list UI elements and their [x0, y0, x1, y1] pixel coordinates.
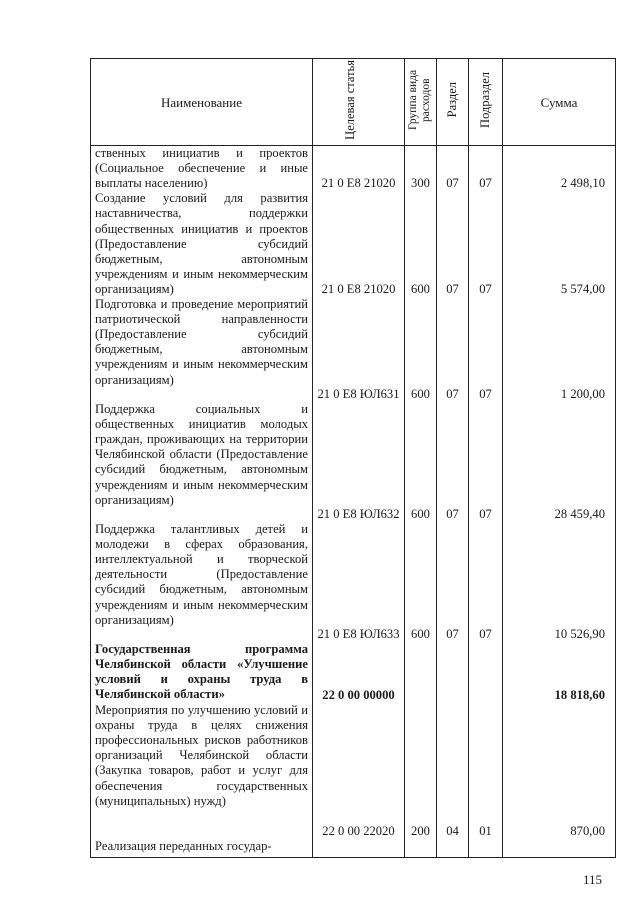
table-row	[91, 402, 616, 522]
row-section: 07	[437, 402, 469, 522]
row-subsection: 07	[469, 146, 503, 192]
row-section: 07	[437, 522, 469, 642]
row-sum: 10 526,90	[503, 522, 616, 642]
row-name: Реализация переданных государ-	[91, 839, 313, 858]
row-subsection: 07	[469, 522, 503, 642]
row-target	[313, 839, 405, 858]
row-subsection	[469, 642, 503, 703]
header-section: Раздел	[437, 59, 469, 146]
row-target: 21 0 Е8 ЮЛ632	[313, 402, 405, 522]
header-target: Целевая статья	[313, 59, 405, 146]
row-target: 21 0 Е8 ЮЛ631	[313, 297, 405, 402]
header-group: Группа вида расходов	[405, 59, 437, 146]
row-section: 07	[437, 146, 469, 192]
table-row	[91, 191, 616, 297]
row-subsection: 01	[469, 703, 503, 839]
row-section: 07	[437, 191, 469, 297]
table-header-row	[91, 59, 616, 146]
row-name: ственных инициатив и проектов (Социальное обеспечение и иные выплаты населению)	[91, 146, 313, 192]
row-group: 600	[405, 402, 437, 522]
header-subsection: Подраздел	[469, 59, 503, 146]
row-sum: 28 459,40	[503, 402, 616, 522]
row-sum: 1 200,00	[503, 297, 616, 402]
row-group: 300	[405, 146, 437, 192]
row-group: 600	[405, 191, 437, 297]
row-target: 21 0 Е8 ЮЛ633	[313, 522, 405, 642]
table-row	[91, 522, 616, 642]
row-subsection	[469, 839, 503, 858]
row-name: Мероприятия по улучшению условий и охраны труда в целях снижения профессиональных рисков работников организаций Челябинской области (Закупка товаров, работ и услуг для обеспечения государственных (муниципальных) нужд)	[91, 703, 313, 839]
row-subsection: 07	[469, 297, 503, 402]
table-row	[91, 839, 616, 858]
row-section	[437, 642, 469, 703]
row-group: 600	[405, 297, 437, 402]
header-sum: Сумма	[503, 59, 616, 146]
row-sum: 870,00	[503, 703, 616, 839]
row-target: 22 0 00 22020	[313, 703, 405, 839]
row-group: 600	[405, 522, 437, 642]
row-sum	[503, 839, 616, 858]
table-row	[91, 642, 616, 703]
row-section: 07	[437, 297, 469, 402]
row-section	[437, 839, 469, 858]
row-subsection: 07	[469, 402, 503, 522]
row-name: Подготовка и проведение мероприятий патриотической направленности (Предоставление субсидий бюджетным, автономным учреждениям и иным некоммерческим организациям)	[91, 297, 313, 402]
row-group	[405, 839, 437, 858]
page-number: 115	[583, 872, 603, 887]
row-group: 200	[405, 703, 437, 839]
table-row	[91, 703, 616, 839]
row-group	[405, 642, 437, 703]
row-section: 04	[437, 703, 469, 839]
row-subsection: 07	[469, 191, 503, 297]
header-name: Наименование	[91, 59, 313, 146]
row-sum: 5 574,00	[503, 191, 616, 297]
row-sum: 2 498,10	[503, 146, 616, 192]
row-name: Поддержка социальных и общественных инициатив молодых граждан, проживающих на территории Челябинской области (Предоставление субсидий бюджетным, автономным учреждениям и иным некоммерческим организациям)	[91, 402, 313, 522]
table-row	[91, 146, 616, 192]
row-target: 21 0 Е8 21020	[313, 191, 405, 297]
row-target: 22 0 00 00000	[313, 642, 405, 703]
row-sum: 18 818,60	[503, 642, 616, 703]
budget-table	[90, 58, 616, 858]
row-name: Государственная программа Челябинской области «Улучшение условий и охраны труда в Челябинской области»	[91, 642, 313, 703]
row-target: 21 0 Е8 21020	[313, 146, 405, 192]
row-name: Создание условий для развития наставничества, поддержки общественных инициатив и проектов (Предоставление субсидий бюджетным, автономным учреждениям и иным некоммерческим организациям)	[91, 191, 313, 297]
table-row	[91, 297, 616, 402]
row-name: Поддержка талантливых детей и молодежи в сферах образования, интеллектуальной и творческой деятельности (Предоставление субсидий бюджетным, автономным учреждениям и иным некоммерческим организациям)	[91, 522, 313, 642]
